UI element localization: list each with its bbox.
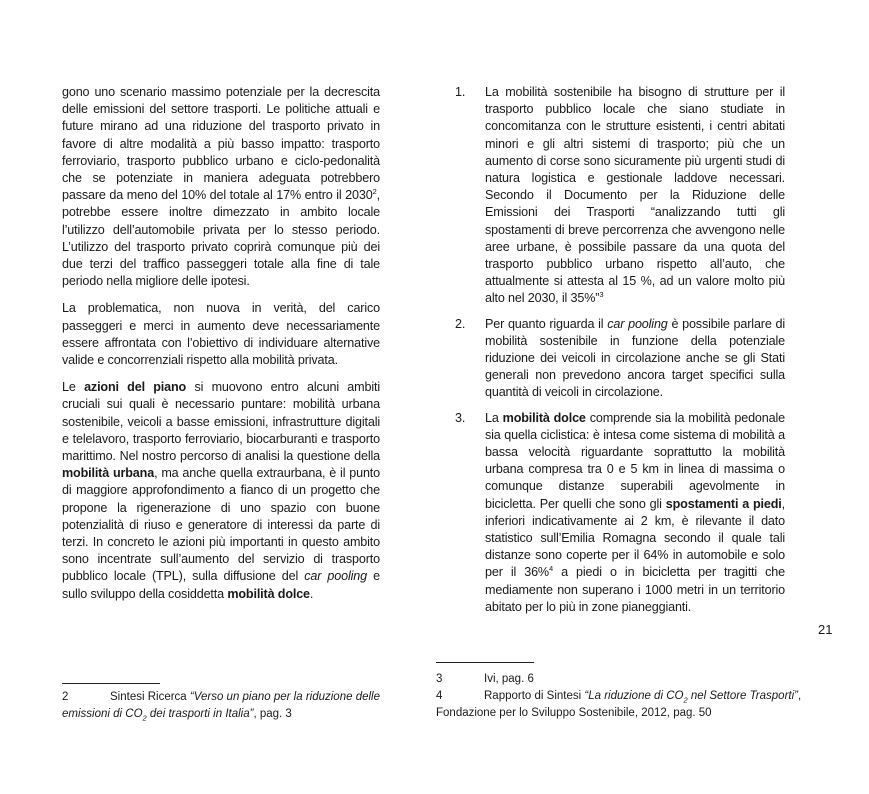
footnote-ref[interactable]: 2 [372, 187, 377, 197]
footnote-number: 3 [436, 673, 443, 685]
paragraph: gono uno scenario massimo potenziale per la decrescita delle emissioni del settore trasporti. Le politiche attuali e future mirano ad una riduzione del trasporto privato in favore di altre modalità a più basso impatto: trasporto ferroviario, trasporto pubblico urbano e ciclo-pedonalità che se potenziate in maniera adeguata potrebbero passare da meno del 10% del totale al 17% entro il 2030$^2$, potrebbe essere inoltre dimezzato in ambito locale l’utilizzo dell’automobile privata per lo stesso periodo. L’utilizzo del trasporto privato coprirà comunque più dei due terzi del traffico passeggeri totale alla fine di tale periodo nella migliore delle ipotesi. [62, 85, 380, 289]
paragraph: La problematica, non nuova in verità, del carico passeggeri e merci in aumento deve necessariamente essere affrontata con l’obiettivo di individuare alternative valide e concorrenziali rispetto alla mobilità privata. [62, 301, 380, 368]
footnote: 3 Ivi, pag. 6 [436, 671, 796, 688]
footnote-divider [436, 662, 534, 663]
footnote-ref[interactable]: 3 [599, 290, 604, 300]
list-item: 3. La mobilità dolce comprende sia la mobilità pedonale sia quella ciclistica: è intesa come sistema di mobilità a bassa velocità riguardante soprattutto la mobilità urbana compresa tra 0 e 5 km in linea di massima o comunque distanze superabili agevolmente in bicicletta. Per quelli che sono gli spostamenti a piedi, inferiori indicativamente ai 2 km, è rilevante il dato statistico sull’Emilia Romagna secondo il quale tali distanze sono coperte per il 64% in automobile e solo per il 36%$^4$ a piedi o in bicicletta per tragitti che mediamente non superano i 1000 metri in un territorio abitato per lo più in zone pianeggianti. [455, 410, 785, 616]
paragraph: Le azioni del piano si muovono entro alcuni ambiti cruciali sui quali è necessario puntare: mobilità urbana sostenibile, veicoli a basse emissioni, infrastrutture digitali e telelavoro, trasporto ferroviario, biocarburanti e trasporto marittimo. Nel nostro percorso di analisi la questione della mobilità urbana, ma anche quella extraurbana, è il punto di maggiore approfondimento a fianco di un progetto che propone la rigenerazione di uno spazio con buone potenzialità di riuso e generatore di interessi da parte di terzi. In concreto le azioni più importanti in questo ambito sono incentrate sull’aumento del servizio di trasporto pubblico locale (TPL), sulla diffusione del car pooling e sullo sviluppo della cosiddetta mobilità dolce. [62, 380, 381, 601]
list-item: 2. Per quanto riguarda il car pooling è possibile parlare di mobilità sostenibile in funzione della potenziale riduzione dei veicoli in circolazione anche se gli Stati generali non prevedono ancora target specifici sulla quantità di veicoli in circolazione. [455, 316, 785, 402]
list-number: 2. [455, 316, 466, 331]
list-number: 3. [455, 410, 466, 425]
list-number: 1. [455, 85, 466, 99]
page-number: 21 [818, 622, 833, 637]
footnote-ref[interactable]: 4 [548, 564, 554, 574]
footnote-number: 4 [436, 690, 443, 702]
footnote: 4 Rapporto di Sintesi “La riduzione di $CO_2$ nel Settore Trasporti”, Fondazione per lo Sviluppo Sostenibile, 2012, pag. 50 [436, 690, 802, 719]
footnote-divider [62, 683, 160, 684]
left-column [62, 84, 380, 613]
list-item: 1. La mobilità sostenibile ha bisogno di strutture per il trasporto pubblico locale che siano studiate in concomitanza con le strutture esistenti, i centri abitati minori e gli altri sistemi di trasporto; più che un aumento di corse sono sicuramente più urgenti studi di natura logistica e gestionale laddove necessari. Secondo il Documento per la Riduzione delle Emissioni dei Trasporti “analizzando tutti gli spostamenti di breve percorrenza che avvengono nelle aree urbane, è possibile passare da una quota del trasporto pubblico urbano rispetto all’auto, che attualmente si attesta al 15 %, ad un valore molto più alto nel 2030, il 35%”$^3$ [455, 84, 785, 308]
footnote-number: 2 [62, 691, 69, 703]
footnote: 2 Sintesi Ricerca “Verso un piano per la riduzione delle emissioni di $CO_2$ dei trasporti in Italia”, pag. 3 [62, 691, 380, 723]
right-column [455, 84, 785, 624]
